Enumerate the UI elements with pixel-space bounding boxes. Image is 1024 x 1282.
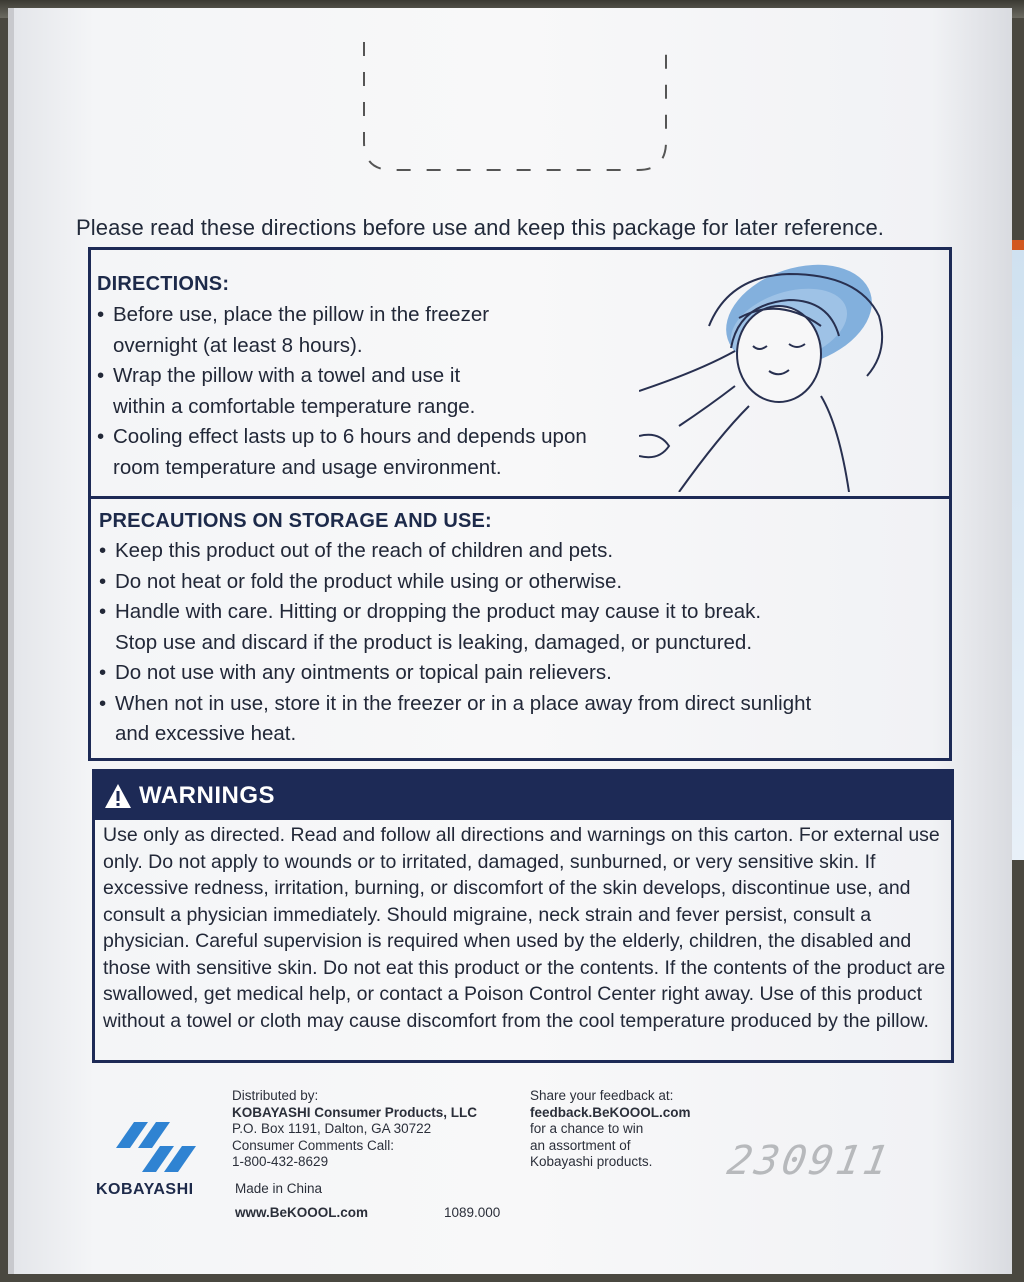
- feedback-line: an assortment of: [530, 1137, 631, 1153]
- company-name: KOBAYASHI Consumer Products, LLC: [232, 1104, 478, 1120]
- made-in: Made in China: [235, 1181, 323, 1196]
- product-code: 1089.000: [444, 1205, 501, 1220]
- feedback-label: Share your feedback at:: [530, 1088, 674, 1103]
- warning-triangle-icon: [103, 782, 133, 810]
- brand-name: KOBAYASHI: [96, 1181, 194, 1198]
- directions-precautions-panel: [88, 247, 952, 761]
- warnings-title: WARNINGS: [139, 782, 275, 809]
- company-address: P.O. Box 1191, Dalton, GA 30722: [232, 1121, 432, 1136]
- precautions-item: • When not in use, store it in the freezer or in a place away from direct sunlight and excessive heat.: [99, 689, 939, 750]
- perforated-tab: [362, 42, 668, 174]
- directions-title: DIRECTIONS:: [97, 273, 230, 295]
- panel-divider: [91, 496, 949, 499]
- directions-list: [97, 300, 657, 483]
- distributor-info: [232, 1088, 477, 1171]
- comments-label: Consumer Comments Call:: [232, 1137, 395, 1153]
- website-link: www.BeKOOOL.com: [235, 1205, 369, 1220]
- feedback-info: [530, 1088, 691, 1171]
- phone-number: 1-800-432-8629: [232, 1154, 329, 1169]
- precautions-list: [99, 536, 939, 750]
- directions-item: • Before use, place the pillow in the freezer overnight (at least 8 hours).: [97, 300, 657, 361]
- warnings-header: [95, 772, 951, 820]
- intro-text: Please read these directions before use and keep this package for later reference.: [76, 215, 885, 240]
- precautions-title: PRECAUTIONS ON STORAGE AND USE:: [99, 510, 492, 532]
- precautions-item: • Do not use with any ointments or topical pain relievers.: [99, 658, 939, 689]
- warnings-text: Use only as directed. Read and follow all directions and warnings on this carton. For external use only. Do not apply to wounds or to irritated, damaged, sunburned, or very sensitive skin. If excessive redness, irritation, burning, or discomfort of the skin develops, discontinue use, and consult a physician immediately. Should migraine, neck strain and fever persist, consult a physician. Careful supervision is required when used by the elderly, children, the disabled and those with sensitive skin. Do not eat this product or the contents. If the contents of the product are swallowed, get medical help, or contact a Poison Control Center right away. Use of this product without a towel or cloth may cause discomfort from the cool temperature produced by the pillow.: [103, 824, 946, 1032]
- lot-number: 230911: [723, 1138, 895, 1184]
- feedback-line: Kobayashi products.: [530, 1154, 653, 1169]
- directions-item: • Cooling effect lasts up to 6 hours and depends upon room temperature and usage environment.: [97, 422, 657, 483]
- sleeping-person-illustration: [639, 256, 939, 492]
- precautions-item: • Handle with care. Hitting or dropping the product may cause it to break. Stop use and discard if the product is leaking, damaged, or punctured.: [99, 597, 939, 658]
- precautions-item: • Do not heat or fold the product while using or otherwise.: [99, 567, 939, 598]
- kobayashi-logo-icon: [108, 1112, 198, 1174]
- warnings-box: [92, 769, 954, 1063]
- feedback-url: feedback.BeKOOOL.com: [530, 1104, 691, 1120]
- distributed-label: Distributed by:: [232, 1088, 319, 1103]
- carton-side-stripe: [1012, 240, 1024, 860]
- precautions-item: • Keep this product out of the reach of children and pets.: [99, 536, 939, 567]
- directions-item: • Wrap the pillow with a towel and use it within a comfortable temperature range.: [97, 361, 657, 422]
- feedback-line: for a chance to win: [530, 1121, 644, 1136]
